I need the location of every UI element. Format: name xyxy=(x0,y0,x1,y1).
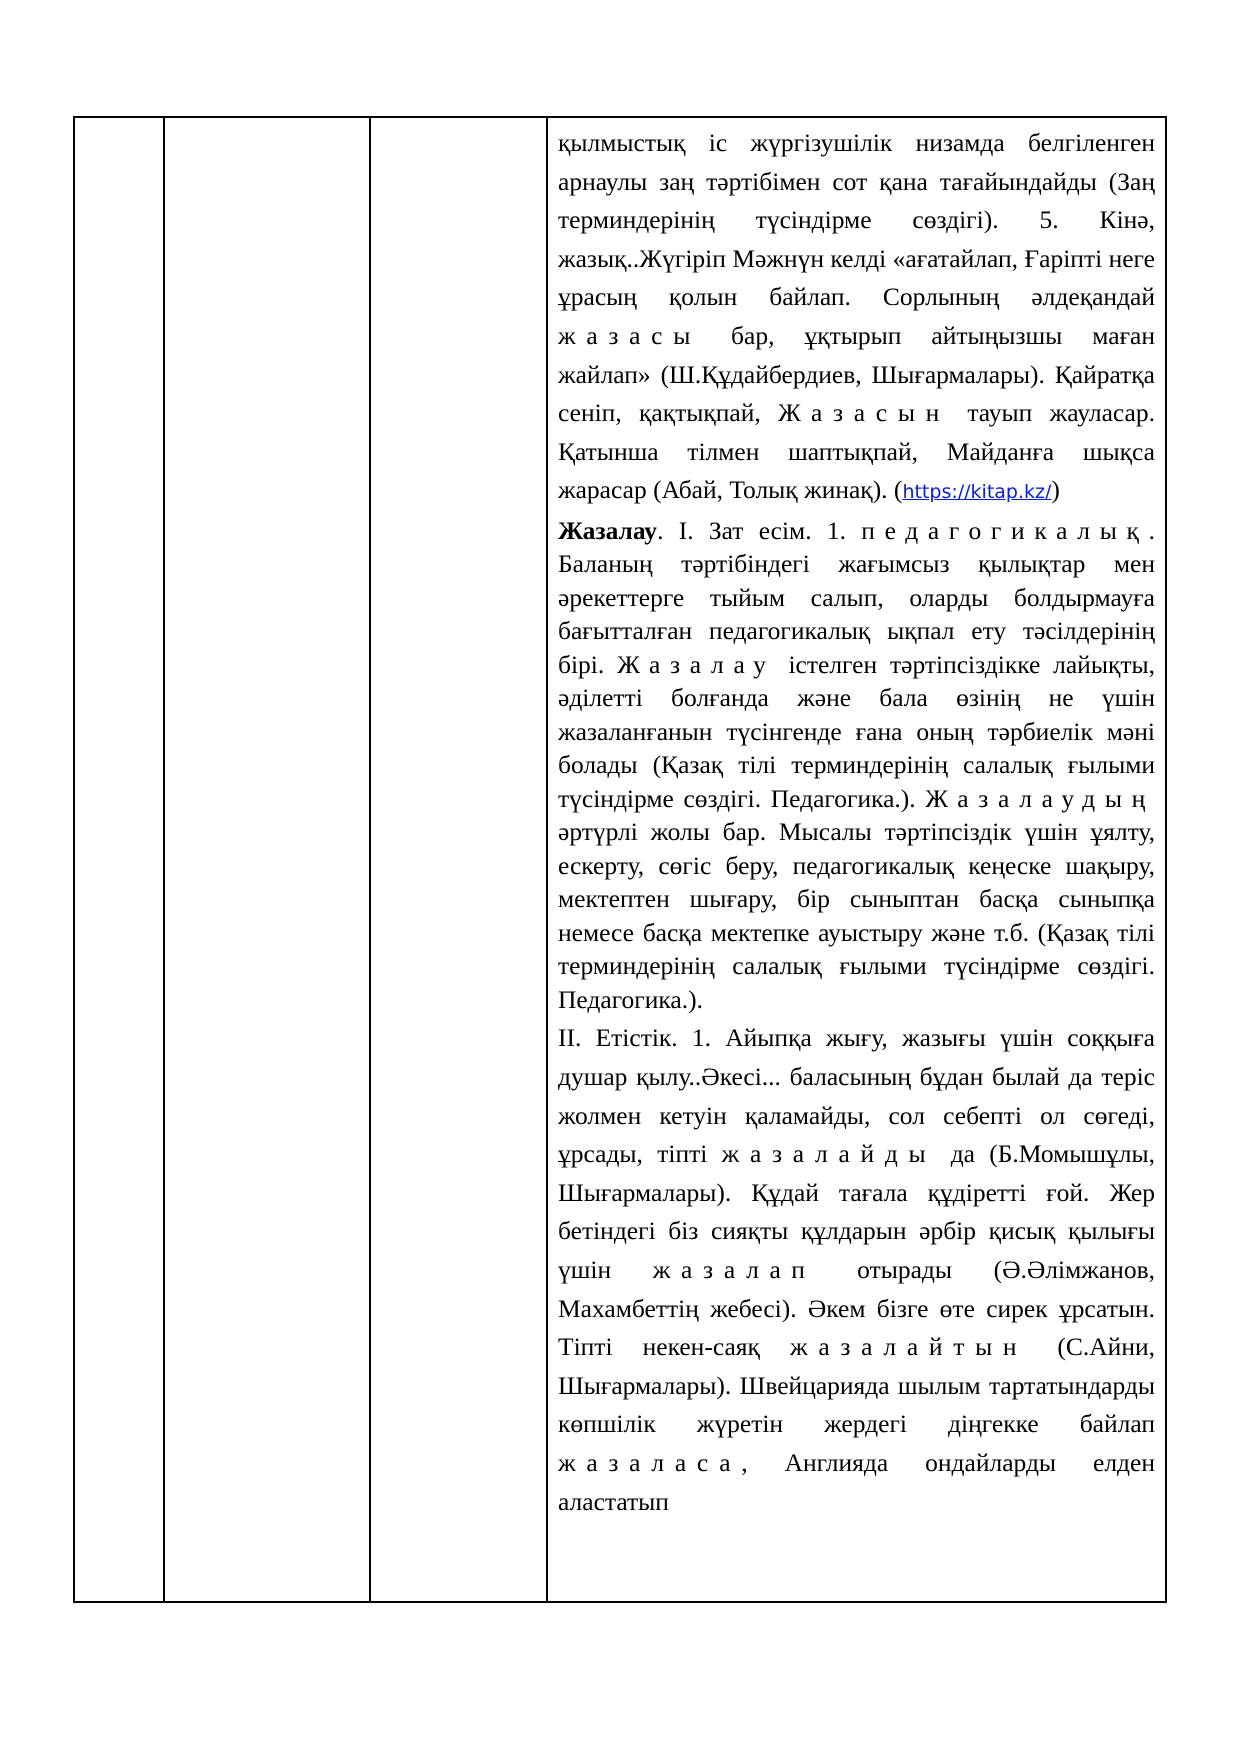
spaced-word: Жазалаудың xyxy=(925,783,1155,813)
spaced-word: Жазасын xyxy=(778,398,951,428)
headword: Жазалау xyxy=(558,515,658,545)
spaced-word: жазаласа xyxy=(558,1447,742,1477)
text-run: . І. Зат есім. 1. xyxy=(657,515,862,545)
text-run: істелген тәртіпсіздікке лайықты, әділетті болғанда және бала өзінің не үшін жазаланғанын түсінгенде ғана оның тәрбиелік мәні болады (Қазақ тілі терминдерінің салалық ғылыми түсіндірме сөздігі. Педагогика.). xyxy=(558,649,1155,813)
table-cell-term xyxy=(164,117,370,1602)
table-cell-definition xyxy=(547,117,1166,1602)
text-run: қылмыстық іс жүргізушілік низамда белгіленген арнаулы заң тәртібімен сот қана тағайындайды (Заң терминдерінің түсіндірме сөздігі). 5. Кінә, жазық..Жүгіріп Мәжнүн келді «ағатайлап, Ғаріпті неге ұрасың қолын байлап. Сорлының әлдеқандай xyxy=(558,128,1155,312)
spaced-word: жазасы xyxy=(558,320,702,350)
definition-paragraph-1 xyxy=(558,124,1155,512)
spaced-word: жазалайтын xyxy=(790,1332,1028,1362)
source-link[interactable]: https://kitap.kz/ xyxy=(902,481,1052,504)
spaced-word: жазалайды xyxy=(721,1139,937,1169)
text-run: отырады (Ә.Әлімжанов, Махамбеттің жебесі). Әкем бізге өте сирек ұрсатын. Тіпті некен-саяқ xyxy=(558,1255,1155,1362)
definition-paragraph-3 xyxy=(558,1019,1155,1521)
text-run: бар, ұқтырып айтыңызшы маған жайлап» (Ш.Құдайбердиев, Шығармалары). Қайратқа сеніп, қақтықпай, xyxy=(558,320,1155,428)
dictionary-table xyxy=(73,116,1167,1603)
text-run: да (Б.Момышұлы, Шығармалары). Құдай тағала құдіретті ғой. Жер бетіндегі біз сияқты құлдарын әрбір қисық қылығы үшін xyxy=(558,1139,1155,1284)
text-run: (С.Айни, Шығармалары). Швейцарияда шылым тартатындарды көпшілік жүретін жердегі діңгекке байлап xyxy=(558,1332,1156,1439)
definition-paragraph-2 xyxy=(558,514,1155,1017)
table-cell-number xyxy=(74,117,164,1602)
table-cell-category xyxy=(370,117,547,1602)
spaced-word: жазалап xyxy=(652,1255,816,1284)
text-run: ) xyxy=(1051,475,1060,505)
spaced-word: Жазалау xyxy=(617,649,776,679)
text-run: тауып жауласар. Қатынша тілмен шаптықпай, Майданға шықса жарасар (Абай, Толық жинақ). ( xyxy=(558,398,1155,505)
text-run: , Англияда ондайларды елден аластатып xyxy=(558,1447,1155,1516)
text-run: . Баланың тәртібіндегі жағымсыз қылықтар мен әрекеттерге тыйым салып, оларды болдырмауға бағытталған педагогикалық ықпал ету тәсілдерінің бірі. xyxy=(558,515,1155,679)
spaced-word: педагогикалық xyxy=(861,515,1149,545)
text-run: әртүрлі жолы бар. Мысалы тәртіпсіздік үшін ұялту, ескерту, сөгіс беру, педагогикалық кеңеске шақыру, мектептен шығару, бір сыныптан басқа сыныпқа немесе басқа мектепке ауыстыру және т.б. (Қазақ тілі терминдерінің салалық ғылыми түсіндірме сөздігі. Педагогика.). xyxy=(558,817,1155,1014)
text-run: ІІ. Етістік. 1. Айыпқа жығу, жазығы үшін соққыға душар қылу..Әкесі... баласының бұдан былай да теріс жолмен кетуін қаламайды, сол себепті ол сөгеді, ұрсады, тіпті xyxy=(558,1023,1155,1169)
table-row xyxy=(74,117,1166,1602)
